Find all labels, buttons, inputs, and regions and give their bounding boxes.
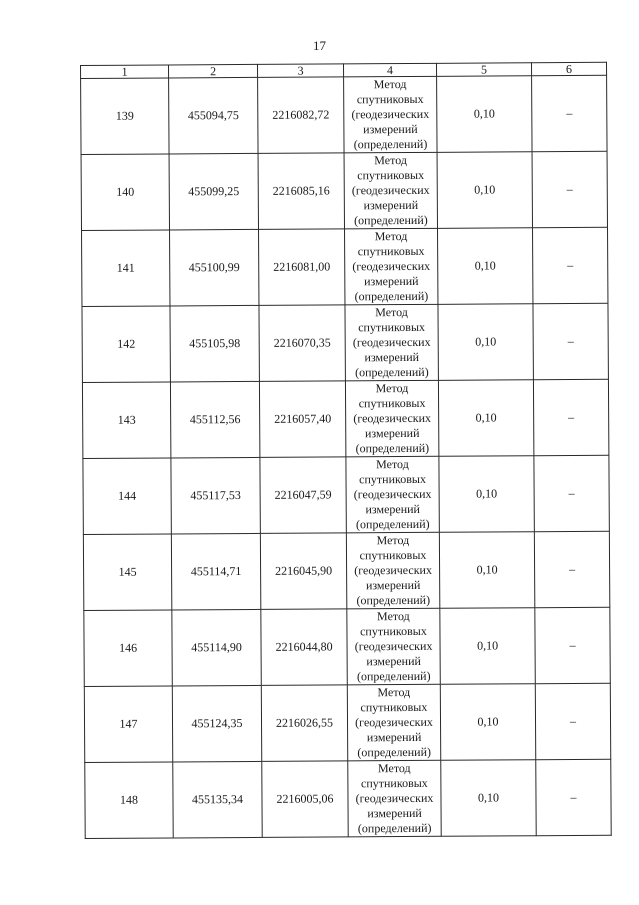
x-coordinate: 455117,53 (171, 457, 260, 534)
determination-method: Метод спутниковых (геодезических измерений (определений) (345, 304, 438, 381)
column-header: 4 (343, 63, 436, 77)
accuracy-value: 0,10 (440, 684, 535, 761)
table-row (83, 531, 609, 610)
x-coordinate: 455112,56 (170, 381, 259, 458)
note-dash: – (535, 683, 610, 759)
column-header: 5 (436, 63, 531, 77)
note-dash: – (535, 607, 610, 683)
column-header: 3 (257, 64, 343, 78)
point-number: 146 (84, 610, 172, 687)
x-coordinate: 455099,25 (169, 153, 258, 230)
accuracy-value: 0,10 (440, 608, 535, 685)
point-number: 148 (85, 762, 173, 839)
accuracy-value: 0,10 (438, 228, 533, 305)
point-number: 147 (84, 686, 172, 763)
table-row (84, 607, 610, 686)
table-row (82, 303, 608, 382)
determination-method: Метод спутниковых (геодезических измерений (определений) (344, 76, 437, 153)
table-row (81, 75, 607, 154)
note-dash: – (536, 759, 611, 835)
determination-method: Метод спутниковых (геодезических измерений (определений) (345, 380, 438, 457)
y-coordinate: 2216081,00 (259, 229, 345, 306)
accuracy-value: 0,10 (441, 760, 536, 837)
determination-method: Метод спутниковых (геодезических измерений (определений) (347, 684, 440, 761)
coordinates-table (80, 62, 612, 839)
x-coordinate: 455124,35 (172, 685, 261, 762)
accuracy-value: 0,10 (438, 304, 533, 381)
x-coordinate: 455114,71 (171, 533, 260, 610)
x-coordinate: 455135,34 (173, 761, 262, 838)
accuracy-value: 0,10 (437, 76, 532, 153)
point-number: 139 (81, 78, 169, 155)
accuracy-value: 0,10 (439, 532, 534, 609)
y-coordinate: 2216057,40 (259, 381, 345, 458)
point-number: 141 (82, 230, 170, 307)
note-dash: – (534, 455, 609, 531)
y-coordinate: 2216085,16 (258, 153, 344, 230)
note-dash: – (533, 303, 608, 379)
point-number: 140 (81, 154, 169, 231)
column-header: 1 (81, 65, 169, 79)
x-coordinate: 455105,98 (170, 305, 259, 382)
point-number: 143 (82, 382, 170, 459)
determination-method: Метод спутниковых (геодезических измерений (определений) (344, 152, 437, 229)
column-header: 6 (531, 62, 606, 75)
table-row (85, 759, 611, 838)
accuracy-value: 0,10 (437, 152, 532, 229)
y-coordinate: 2216045,90 (260, 533, 346, 610)
determination-method: Метод спутниковых (геодезических измерений (определений) (347, 608, 440, 685)
point-number: 145 (83, 534, 171, 611)
table-row (82, 227, 608, 306)
point-number: 142 (82, 306, 170, 383)
determination-method: Метод спутниковых (геодезических измерений (определений) (348, 760, 441, 837)
table-body (81, 75, 612, 838)
accuracy-value: 0,10 (439, 456, 534, 533)
page-number: 17 (313, 38, 326, 53)
y-coordinate: 2216070,35 (259, 305, 345, 382)
y-coordinate: 2216082,72 (258, 77, 344, 154)
note-dash: – (532, 151, 607, 227)
table-row (84, 683, 610, 762)
column-header: 2 (169, 64, 258, 78)
determination-method: Метод спутниковых (геодезических измерений (определений) (346, 532, 439, 609)
table-row (82, 379, 608, 458)
y-coordinate: 2216047,59 (260, 457, 346, 534)
note-dash: – (533, 379, 608, 455)
y-coordinate: 2216026,55 (261, 685, 347, 762)
x-coordinate: 455100,99 (170, 229, 259, 306)
x-coordinate: 455094,75 (169, 77, 258, 154)
accuracy-value: 0,10 (438, 380, 533, 457)
note-dash: – (533, 227, 608, 303)
x-coordinate: 455114,90 (172, 609, 261, 686)
note-dash: – (534, 531, 609, 607)
determination-method: Метод спутниковых (геодезических измерений (определений) (346, 456, 439, 533)
y-coordinate: 2216005,06 (262, 761, 348, 838)
note-dash: – (532, 75, 607, 151)
table-row (83, 455, 609, 534)
point-number: 144 (83, 458, 171, 535)
y-coordinate: 2216044,80 (261, 609, 347, 686)
determination-method: Метод спутниковых (геодезических измерений (определений) (345, 228, 438, 305)
table-row (81, 151, 607, 230)
